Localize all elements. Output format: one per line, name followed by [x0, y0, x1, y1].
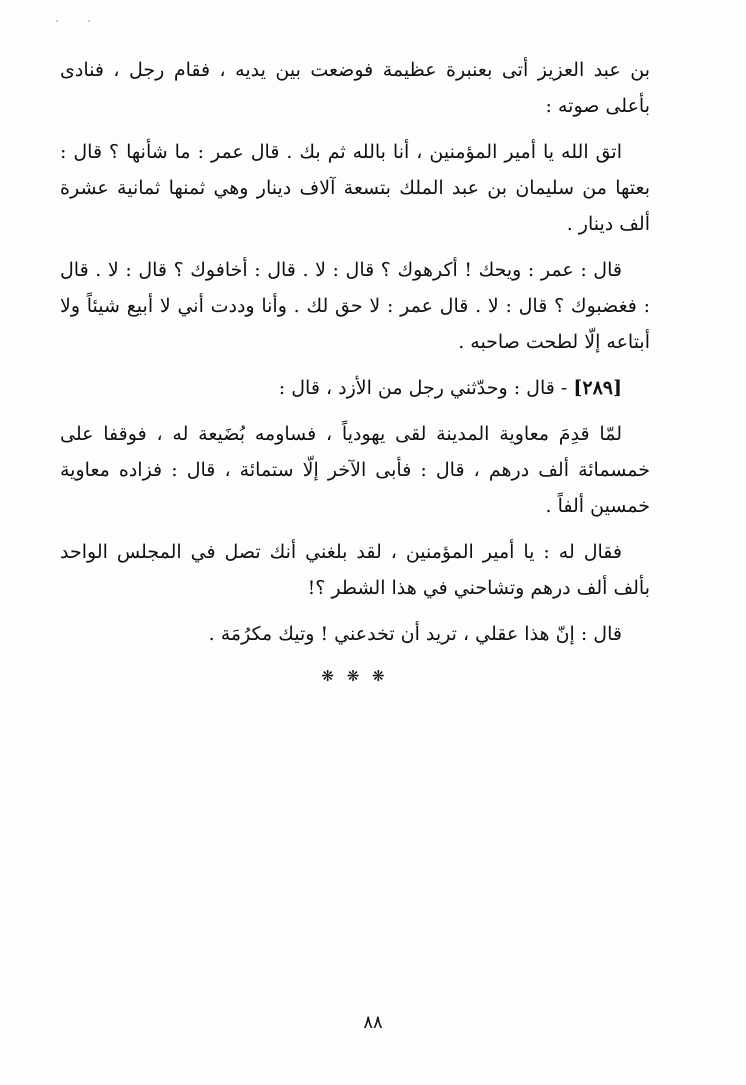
scan-speck	[56, 20, 58, 22]
paragraph-text: قال : عمر : ويحك ! أكرهوك ؟ قال : لا . قال : أخافوك ؟ قال : لا . قال : فغضبوك ؟ قال : لا . قال عمر : لا حق لك . وأنا وددت أني لا أبيع شيئاً ولا أبتاعه إلّا لطحت صاحبه .	[60, 259, 650, 353]
scan-speck	[88, 20, 90, 22]
hadith-number: [٢٨٩]	[573, 377, 622, 399]
paragraph-6	[60, 534, 650, 606]
paragraph-1	[60, 52, 650, 124]
paragraph-text: لمّا قدِمَ معاوية المدينة لقى يهودياً ، فساومه بُضَيعة له ، فوقفا على خمسمائة ألف درهم ، قال : فأبى الآخر إلّا ستمائة ، قال : فزاده معاوية خمسين ألفاً .	[60, 423, 650, 517]
paragraph-4	[60, 370, 650, 406]
paragraph-3	[60, 252, 650, 360]
paragraph-text: فقال له : يا أمير المؤمنين ، لقد بلغني أنك تصل في المجلس الواحد بألف ألف درهم وتشاحني في هذا الشطر ؟!	[60, 541, 650, 599]
section-separator: ❋ ❋ ❋	[321, 667, 389, 685]
paragraph-text: اتق الله يا أمير المؤمنين ، أنا بالله ثم بك . قال عمر : ما شأنها ؟ قال : بعتها من سليمان بن عبد الملك بتسعة آلاف دينار وهي ثمنها ثمانية عشرة ألف دينار .	[60, 141, 650, 235]
paragraph-7	[60, 616, 650, 652]
paragraph-2	[60, 134, 650, 242]
paragraph-text: قال : إنّ هذا عقلي ، تريد أن تخدعني ! وتيك مكرُمَة .	[208, 623, 622, 645]
body-text	[60, 52, 650, 694]
paragraph-text: بن عبد العزيز أتى بعنبرة عظيمة فوضعت بين يديه ، فقام رجل ، فنادى بأعلى صوته :	[60, 59, 650, 117]
page-number: ٨٨	[363, 1012, 383, 1033]
paragraph-5	[60, 416, 650, 524]
paragraph-text: - قال : وحدّثني رجل من الأزد ، قال :	[278, 377, 568, 399]
